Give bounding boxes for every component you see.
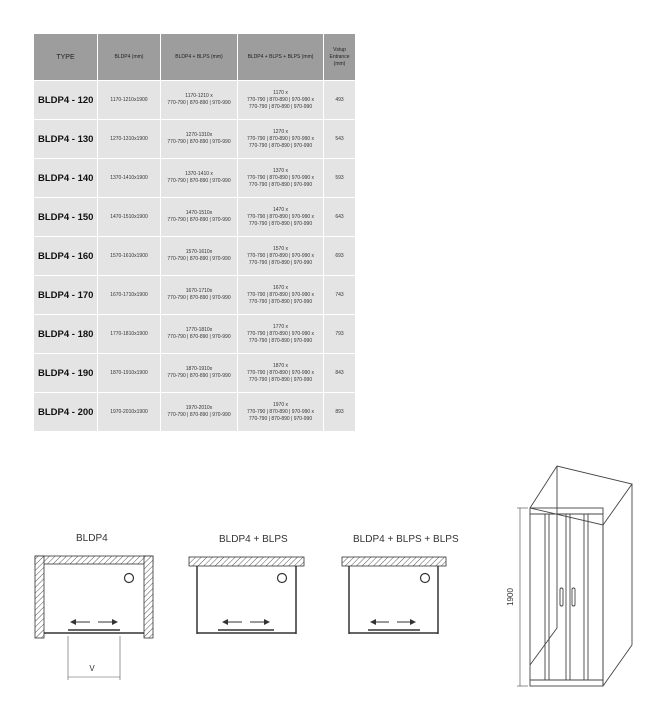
cell-entrance: 793 bbox=[324, 315, 356, 354]
cell-bldp4: 1570-1610x1900 bbox=[98, 237, 161, 276]
cell-bldp4-blps-blps: 1670 x 770-790 | 870-890 | 970-990 x 770-790 | 870-890 | 970-990 bbox=[238, 276, 324, 315]
cell-type: BLDP4 - 190 bbox=[34, 354, 98, 393]
cell-bldp4-blps: 1970-2010x 770-790 | 870-890 | 970-990 bbox=[161, 393, 238, 432]
cell-bldp4: 1170-1210x1900 bbox=[98, 81, 161, 120]
drain-icon bbox=[278, 574, 287, 583]
bldp4-blps-diagram-label: BLDP4 + BLPS bbox=[219, 534, 288, 545]
entrance-label: V bbox=[89, 664, 95, 673]
cell-bldp4-blps: 1570-1610x 770-790 | 870-890 | 970-990 bbox=[161, 237, 238, 276]
cell-bldp4-blps: 1270-1310x 770-790 | 870-890 | 970-990 bbox=[161, 120, 238, 159]
cell-bldp4: 1970-2010x1900 bbox=[98, 393, 161, 432]
cell-bldp4: 1470-1510x1900 bbox=[98, 198, 161, 237]
cell-type: BLDP4 - 140 bbox=[34, 159, 98, 198]
cell-bldp4-blps-blps: 1870 x 770-790 | 870-890 | 970-990 x 770-790 | 870-890 | 970-990 bbox=[238, 354, 324, 393]
cell-bldp4-blps: 1470-1510x 770-790 | 870-890 | 970-990 bbox=[161, 198, 238, 237]
cell-bldp4: 1370-1410x1900 bbox=[98, 159, 161, 198]
cell-bldp4: 1870-1910x1900 bbox=[98, 354, 161, 393]
cell-bldp4-blps-blps: 1170 x 770-790 | 870-890 | 970-990 x 770-790 | 870-890 | 970-990 bbox=[238, 81, 324, 120]
cell-type: BLDP4 - 180 bbox=[34, 315, 98, 354]
front-frame bbox=[530, 508, 603, 686]
cell-entrance: 743 bbox=[324, 276, 356, 315]
header-bldp4-blps: BLDP4 + BLPS (mm) bbox=[161, 34, 238, 81]
right-wall bbox=[144, 556, 153, 638]
door-handle-right-icon bbox=[572, 588, 575, 606]
header-entrance: Vstup Entrance (mm) bbox=[324, 34, 356, 81]
cell-bldp4-blps: 1670-1710x 770-790 | 870-890 | 970-990 bbox=[161, 276, 238, 315]
cell-type: BLDP4 - 170 bbox=[34, 276, 98, 315]
cell-bldp4-blps: 1770-1810x 770-790 | 870-890 | 970-990 bbox=[161, 315, 238, 354]
cell-entrance: 593 bbox=[324, 159, 356, 198]
back-wall bbox=[342, 557, 446, 566]
cell-type: BLDP4 - 120 bbox=[34, 81, 98, 120]
header-type: TYPE bbox=[34, 34, 98, 81]
bldp4-blps-blps-diagram-label: BLDP4 + BLPS + BLPS bbox=[353, 534, 459, 545]
cell-bldp4-blps: 1170-1210 x 770-790 | 870-890 | 970-990 bbox=[161, 81, 238, 120]
cell-bldp4: 1670-1710x1900 bbox=[98, 276, 161, 315]
cell-entrance: 843 bbox=[324, 354, 356, 393]
shower-enclosure-3d-drawing bbox=[517, 466, 632, 686]
cell-bldp4-blps-blps: 1570 x 770-790 | 870-890 | 970-990 x 770-790 | 870-890 | 970-990 bbox=[238, 237, 324, 276]
back-wall bbox=[35, 556, 153, 564]
header-bldp4: BLDP4 (mm) bbox=[98, 34, 161, 81]
cell-bldp4: 1770-1810x1900 bbox=[98, 315, 161, 354]
cell-bldp4-blps-blps: 1470 x 770-790 | 870-890 | 970-990 x 770-790 | 870-890 | 970-990 bbox=[238, 198, 324, 237]
height-label: 1900 bbox=[506, 588, 515, 606]
cell-entrance: 893 bbox=[324, 393, 356, 432]
cell-type: BLDP4 - 160 bbox=[34, 237, 98, 276]
cell-type: BLDP4 - 200 bbox=[34, 393, 98, 432]
cell-bldp4-blps-blps: 1270 x 770-790 | 870-890 | 970-990 x 770-790 | 870-890 | 970-990 bbox=[238, 120, 324, 159]
header-bldp4-blps-blps: BLDP4 + BLPS + BLPS (mm) bbox=[238, 34, 324, 81]
cell-entrance: 543 bbox=[324, 120, 356, 159]
cell-type: BLDP4 - 150 bbox=[34, 198, 98, 237]
drain-icon bbox=[421, 574, 430, 583]
cell-entrance: 693 bbox=[324, 237, 356, 276]
left-wall bbox=[35, 556, 44, 638]
cell-bldp4-blps-blps: 1370 x 770-790 | 870-890 | 970-990 x 770-790 | 870-890 | 970-990 bbox=[238, 159, 324, 198]
bldp4-blps-blps-plan-diagram bbox=[342, 557, 446, 634]
cell-bldp4-blps: 1370-1410 x 770-790 | 870-890 | 970-990 bbox=[161, 159, 238, 198]
drain-icon bbox=[125, 574, 134, 583]
cell-type: BLDP4 - 130 bbox=[34, 120, 98, 159]
bldp4-blps-plan-diagram bbox=[189, 557, 304, 634]
cell-entrance: 643 bbox=[324, 198, 356, 237]
bldp4-plan-diagram bbox=[35, 556, 153, 680]
cell-bldp4: 1270-1310x1900 bbox=[98, 120, 161, 159]
cell-entrance: 493 bbox=[324, 81, 356, 120]
cell-bldp4-blps: 1870-1910x 770-790 | 870-890 | 970-990 bbox=[161, 354, 238, 393]
cell-bldp4-blps-blps: 1770 x 770-790 | 870-890 | 970-990 x 770-790 | 870-890 | 970-990 bbox=[238, 315, 324, 354]
back-wall bbox=[189, 557, 304, 566]
cell-bldp4-blps-blps: 1970 x 770-790 | 870-890 | 970-990 x 770-790 | 870-890 | 970-990 bbox=[238, 393, 324, 432]
bldp4-diagram-label: BLDP4 bbox=[76, 533, 108, 544]
door-handle-left-icon bbox=[560, 588, 563, 606]
